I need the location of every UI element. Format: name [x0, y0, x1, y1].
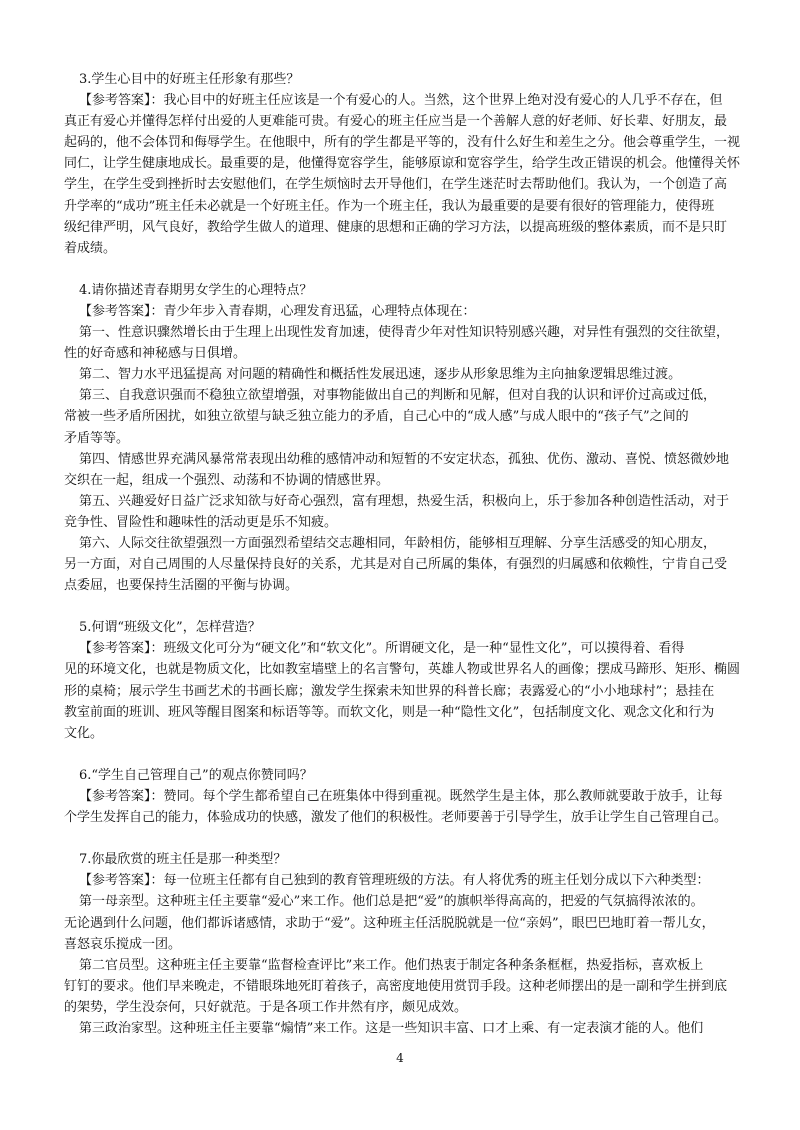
- q3-answer-line-5: 学生，在学生受到挫折时去安慰他们，在学生烦恼时去开导他们，在学生迷茫时去帮助他们。我认为，一个创造了高: [64, 177, 728, 193]
- q3-answer-line-8: 着成绩。: [64, 240, 117, 256]
- q4-answer-line-4: 第二、智力水平迅猛提高 对问题的精确性和概括性发展迅速，逐步从形象思维为主向抽象逻辑思维过渡。: [79, 367, 682, 383]
- question-3-heading: 3.学生心目中的好班主任形象有那些？: [79, 72, 300, 87]
- q4-answer-line-14: 点委屈，也要保持生活圈的平衡与协调。: [64, 578, 299, 594]
- q7-answer-line-8: 第三政治家型。这种班主任主要靠“煽情”来工作。这是一些知识丰富、口才上乘、有一定表演才能的人。他们: [79, 1021, 704, 1036]
- q5-answer-line-1: 【参考答案】：班级文化可分为“硬文化”和“软文化”。所谓硬文化，是一种“显性文化”，可以摸得着、看得: [79, 641, 685, 657]
- q3-answer-line-6: 升学率的“成功”班主任未必就是一个好班主任。作为一个班主任，我认为最重要的是要有很好的管理能力，使得班: [64, 198, 715, 214]
- q6-answer-line-2: 个学生发挥自己的能力，体验成功的快感，激发了他们的积极性。老师要善于引导学生，放手让学生自己管理自己。: [64, 810, 728, 826]
- q4-answer-line-3: 性的好奇感和神秘感与日俱增。: [64, 346, 247, 362]
- question-5-heading: 5.何谓“班级文化”，怎样营造？: [79, 620, 261, 636]
- q4-answer-line-5: 第三、自我意识强而不稳独立欲望增强，对事物能做出自己的判断和见解，但对自我的认识和评价过高或过低，: [79, 388, 717, 404]
- q5-answer-line-3: 形的桌椅；展示学生书画艺术的书画长廊；激发学生探索未知世界的科普长廊；表露爱心的“小小地球村”；悬挂在: [64, 683, 715, 699]
- q6-answer-line-1: 【参考答案】：赞同。每个学生都希望自己在班集体中得到重视。既然学生是主体，那么教师就要敢于放手，让每: [79, 789, 723, 805]
- q3-answer-line-1: 【参考答案】：我心目中的好班主任应该是一个有爱心的人。当然，这个世界上绝对没有爱心的人几乎不存在，但: [79, 93, 723, 109]
- q4-answer-line-13: 另一方面，对自己周围的人尽量保持良好的关系，尤其是对自己所属的集体，有强烈的归属感和依赖性，宁肯自己受: [64, 557, 728, 573]
- q7-answer-line-4: 喜怒哀乐搅成一团。: [64, 936, 182, 952]
- q7-answer-line-1: 【参考答案】：每一位班主任都有自己独到的教育管理班级的方法。有人将优秀的班主任划分成以下六种类型：: [79, 873, 710, 889]
- question-7-heading: 7.你最欣赏的班主任是那一种类型？: [79, 852, 287, 868]
- q4-answer-line-12: 第六、人际交往欲望强烈一方面强烈希望结交志趣相同，年龄相仿，能够相互理解、分享生活感受的知心朋友，: [79, 535, 717, 551]
- q3-answer-line-4: 同仁，让学生健康地成长。最重要的是，他懂得宽容学生，能够原谅和宽容学生，给学生改正错误的机会。他懂得关怀: [64, 156, 741, 172]
- q5-answer-line-4: 教室前面的班训、班风等醒目图案和标语等等。而软文化，则是一种“隐性文化”，包括制度文化、观念文化和行为: [64, 704, 715, 720]
- q4-answer-line-7: 矛盾等等。: [64, 430, 130, 446]
- q4-answer-line-11: 竞争性、冒险性和趣味性的活动更是乐不知疲。: [64, 514, 338, 530]
- q3-answer-line-2: 真正有爱心并懂得怎样付出爱的人更难能可贵。有爱心的班主任应当是一个善解人意的好老师、好长辈、好朋友，最: [64, 114, 728, 130]
- q3-answer-line-3: 起码的，他不会体罚和侮辱学生。在他眼中，所有的学生都是平等的，没有什么好生和差生之分。他会尊重学生，一视: [64, 135, 741, 151]
- page-number: 4: [396, 1051, 404, 1065]
- q5-answer-line-2: 见的环境文化，也就是物质文化，比如教室墙壁上的名言警句，英雄人物或世界名人的画像；摆成马蹄形、矩形、椭圆: [64, 662, 741, 678]
- q7-answer-line-6: 钉钉的要求。他们早来晚走，不错眼珠地死盯着孩子，高密度地使用赏罚手段。这种老师摆出的是一副和学生拼到底: [64, 978, 728, 994]
- q4-answer-line-9: 交织在一起，组成一个强烈、动荡和不协调的情感世界。: [64, 472, 390, 488]
- q7-answer-line-7: 的架势，学生没奈何，只好就范。于是各项工作井然有序，颇见成效。: [64, 999, 468, 1015]
- q4-answer-line-8: 第四、情感世界充满风暴常常表现出幼稚的感情冲动和短暂的不安定状态，孤独、优伤、激动、喜悦、愤怒微妙地: [79, 451, 730, 467]
- q4-answer-line-1: 【参考答案】：青少年步入青春期，心理发育迅猛，心理特点体现在：: [79, 303, 476, 319]
- q4-answer-line-2: 第一、性意识骤然增长由于生理上出现性发育加速，使得青少年对性知识特别感兴趣，对异性有强烈的交往欲望，: [79, 325, 730, 341]
- q4-answer-line-6: 常被一些矛盾所困扰，如独立欲望与缺乏独立能力的矛盾，自己心中的“成人感”与成人眼中的“孩子气”之间的: [64, 409, 689, 425]
- q4-answer-line-10: 第五、兴趣爱好日益广泛求知欲与好奇心强烈，富有理想，热爱生活，积极向上，乐于参加各种创造性活动，对于: [79, 493, 730, 509]
- q5-answer-line-5: 文化。: [64, 725, 104, 741]
- q7-answer-line-2: 第一母亲型。这种班主任主要靠“爱心”来工作。他们总是把“爱”的旗帜举得高高的，把爱的气氛搞得浓浓的。: [79, 894, 704, 910]
- q3-answer-line-7: 级纪律严明，风气良好，教给学生做人的道理、健康的思想和正确的学习方法，以提高班级的整体素质，而不是只盯: [64, 219, 728, 235]
- question-4-heading: 4.请你描述青春期男女学生的心理特点？: [79, 282, 313, 298]
- q7-answer-line-5: 第二官员型。这种班主任主要靠“监督检查评比”来工作。他们热衷于制定各种条条框框，热爱指标，喜欢板上: [79, 957, 704, 973]
- q7-answer-line-3: 无论遇到什么问题，他们都诉诸感情，求助于“爱”。这种班主任活脱脱就是一位“亲妈”，眼巴巴地盯着一帮儿女，: [64, 915, 715, 931]
- question-6-heading: 6.“学生自己管理自己”的观点你赞同吗？: [79, 767, 313, 783]
